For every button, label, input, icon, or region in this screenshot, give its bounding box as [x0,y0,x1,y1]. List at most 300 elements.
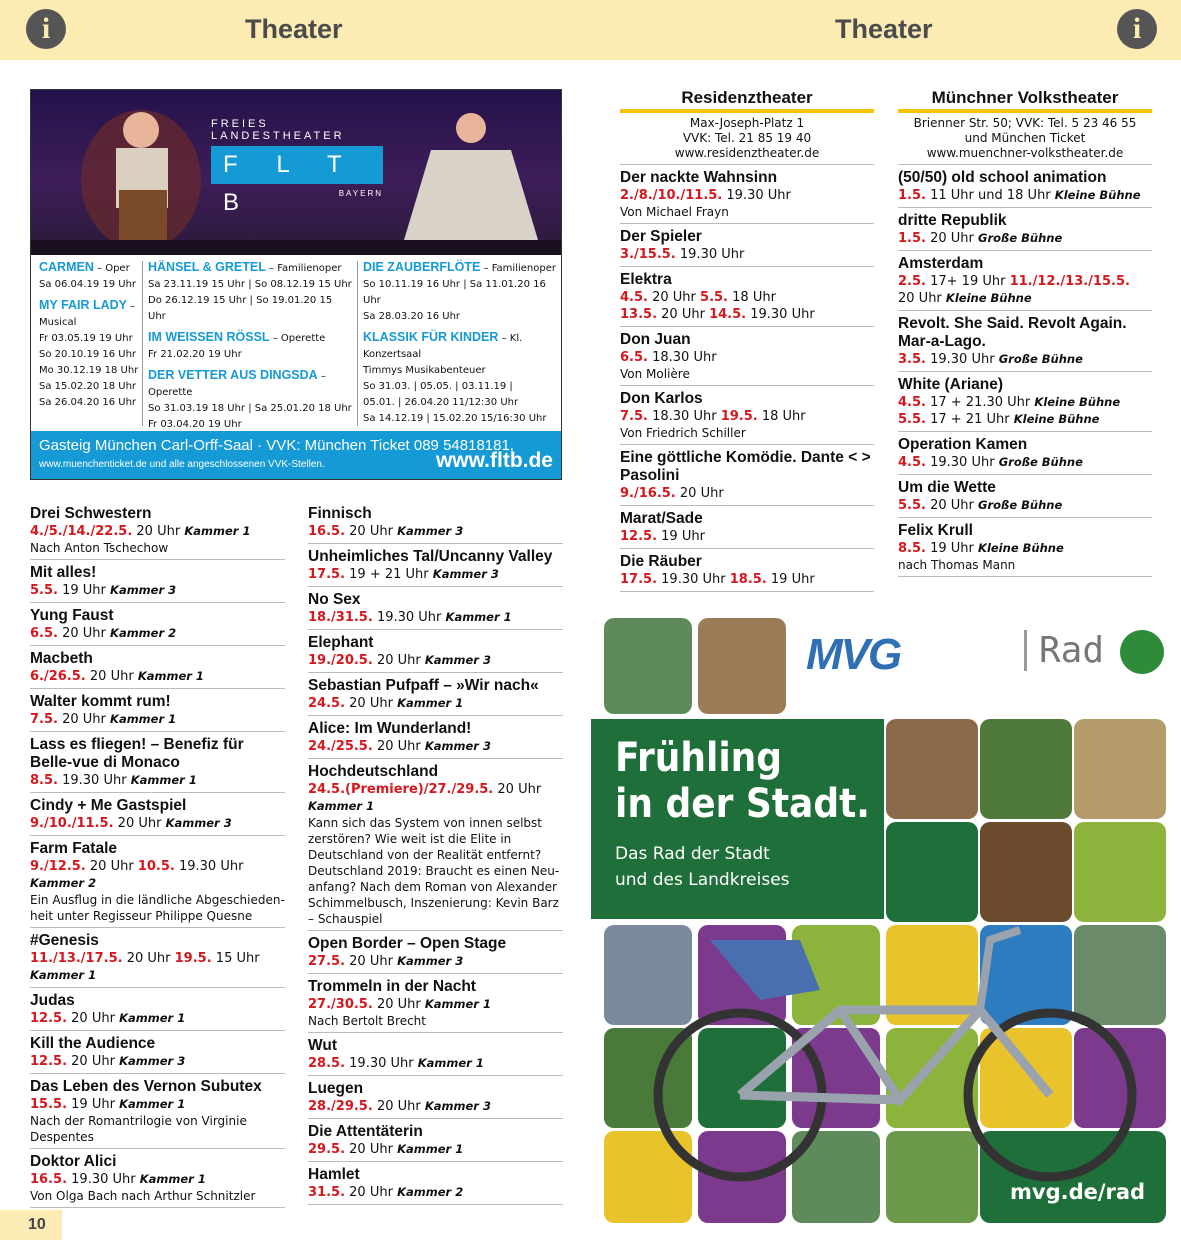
event-listing [308,1080,563,1119]
event-dates: 15.5. [30,1097,68,1112]
photo-tile [886,719,978,819]
divider [30,792,285,793]
divider [308,1204,563,1205]
event-dates: 12.5. [30,1054,68,1069]
event-time: 20 Uhr [136,524,181,539]
event-listing [898,169,1152,208]
event-title: Open Border – Open Stage [308,935,507,952]
event-schedule [898,497,1152,514]
event-title: Farm Fatale [30,840,118,857]
event-venue: Kammer 2 [110,626,177,640]
divider [308,629,563,630]
stage-photo [31,90,561,255]
event-time: 19 Uhr [661,529,705,544]
event-dates: 16.5. [30,1172,68,1187]
event-listing [308,1123,563,1162]
event-title: Drei Schwestern [30,505,152,522]
event-title: Eine göttliche Komödie. Dante < > Pasolini [620,449,871,484]
photo-tile [698,618,786,714]
event-time: 20 Uhr [661,307,705,322]
info-logo-icon: i [1117,9,1157,49]
event-dates: 4.5. [620,290,648,305]
event-title: Felix Krull [898,522,973,539]
event-dates: 8.5. [898,541,926,556]
event-listing [620,331,874,386]
volkstheater-section [898,88,1152,581]
event-description: Kann sich das System von innen selbst zerstören? Wie weit ist die Elite in Deutschland von der Realität entfernt? Deutschland 2019: Braucht es einen Neu-anfang? Nach dem Roman von Alexander Schimmelbusch, Inszenierung: Kevin Barz – Schauspiel [308,816,560,926]
divider [898,250,1152,251]
event-listing [620,449,874,506]
event-title: Die Attentäterin [308,1123,423,1140]
event-venue: Kammer 1 [184,524,251,538]
event-schedule [308,523,563,540]
event-time: 18 Uhr [761,409,806,424]
divider [30,1030,285,1031]
event-title: Macbeth [30,650,93,667]
event-dates: 17.5. [620,572,658,587]
event-listing [30,1078,285,1149]
event-venue: Kammer 1 [417,1056,484,1070]
event-schedule [620,289,874,323]
divider [308,715,563,716]
show-date-line: So 10.11.19 16 Uhr | Sa 11.01.20 16 Uhr [363,279,546,306]
show-date-line: Do 26.12.19 15 Uhr | So 19.01.20 15 Uhr [148,295,333,322]
show-genre: – Operette [269,333,326,344]
event-venue: Große Bühne [998,455,1083,469]
event-schedule [898,230,1152,247]
event-time: 20 Uhr [349,954,393,969]
event-listing [898,255,1152,311]
event-venue: Kammer 3 [119,1054,186,1068]
event-dates: 3.5. [898,352,926,367]
event-venue: Kammer 3 [432,567,499,581]
volks-title: Münchner Volkstheater [898,88,1152,113]
event-schedule [30,1053,285,1070]
event-listing [30,505,285,560]
event-dates: 17.5. [308,567,346,582]
event-schedule [308,781,563,815]
event-listing [898,479,1152,518]
event-schedule [30,1171,285,1188]
event-time: 19.30 Uhr [930,352,995,367]
show-date-line: So 31.03.19 18 Uhr | Sa 25.01.20 18 Uhr [148,403,352,414]
divider [308,1075,563,1076]
event-schedule [898,394,1152,428]
divider [30,559,285,560]
event-schedule [30,772,285,789]
event-title: No Sex [308,591,361,608]
divider [308,543,563,544]
event-dates: 5.5. [898,412,926,427]
event-venue: Kammer 1 [445,610,512,624]
program-grid [31,257,561,429]
page-header [0,0,1181,60]
event-time: 17 + 21 Uhr [930,412,1010,427]
event-venue: Kammer 3 [424,739,491,753]
divider [308,973,563,974]
event-dates: 1.5. [898,231,926,246]
show-date-line: Sa 06.04.19 19 Uhr [39,279,137,290]
event-schedule [30,582,285,599]
event-schedule [30,815,285,832]
event-time: 19.30 Uhr [679,247,745,262]
event-time: 20 Uhr [349,696,393,711]
event-schedule [30,711,285,728]
event-venue: Kammer 1 [30,968,97,982]
show-date-line: So 31.03. | 05.05. | 03.11.19 | [363,381,513,392]
event-venue: Kammer 1 [397,1142,464,1156]
show-title: IM WEISSEN RÖSSL [148,330,270,344]
show-genre: – Oper [93,263,130,274]
event-title: Finnisch [308,505,372,522]
event-venue: Große Bühne [978,498,1063,512]
event-listing [30,932,285,988]
event-dates: 19.5. [720,409,758,424]
event-dates: 2./8./10./11.5. [620,188,723,203]
event-venue: Kammer 3 [424,1099,491,1113]
event-description: Nach Bertolt Brecht [308,1014,426,1028]
event-schedule [30,858,285,892]
flt-brand: FREIES LANDESTHEATER F L T B BAYERN [211,118,383,216]
event-venue: Kammer 2 [30,876,97,890]
event-time: 19.30 Uhr [750,307,815,322]
event-time: 17 + 21.30 Uhr [930,395,1031,410]
event-schedule [308,609,563,626]
event-dates: 31.5. [308,1185,346,1200]
event-dates: 2.5. [898,274,926,289]
right-header-title: Theater [835,14,933,44]
event-time: 19.30 Uhr [349,1056,414,1071]
event-dates: 29.5. [308,1142,346,1157]
bike-logo-icon [1120,630,1164,674]
divider [898,207,1152,208]
event-listing [898,212,1152,251]
venue-info: Gasteig München Carl-Orff-Saal · VVK: München Ticket 089 54818181, [39,437,514,454]
event-title: Unheimliches Tal/Uncanny Valley [308,548,553,565]
event-venue: Kammer 1 [110,712,177,726]
event-description: Ein Ausflug in die ländliche Abgeschieden-heit unter Regisseur Philippe Quesne [30,893,285,923]
event-time: 11 Uhr und 18 Uhr [930,188,1051,203]
event-time: 20 Uhr [89,859,134,874]
event-schedule [30,950,285,984]
event-description: Von Olga Bach nach Arthur Schnitzler [30,1189,256,1203]
event-listing [308,634,563,673]
divider [30,987,285,988]
event-schedule [620,349,874,366]
event-dates: 8.5. [30,773,58,788]
event-listing [30,650,285,689]
info-logo-icon: i [26,9,66,49]
event-dates: 7.5. [30,712,58,727]
event-listing [308,978,563,1033]
event-title: (50/50) old school animation [898,169,1107,186]
event-dates: 27.5. [308,954,346,969]
event-venue: Kammer 1 [424,997,491,1011]
divider [30,1207,285,1208]
show-date-line: So 20.10.19 16 Uhr [39,349,137,360]
event-listing [30,1153,285,1208]
event-title: #Genesis [30,932,99,949]
divider [30,688,285,689]
divider [30,731,285,732]
event-time: 19.30 Uhr [178,859,244,874]
divider [308,672,563,673]
event-title: Cindy + Me Gastspiel [30,797,187,814]
event-description: Nach der Romantrilogie von Virginie Despentes [30,1114,247,1144]
show-title: DIE ZAUBERFLÖTE [363,260,481,274]
event-time: 20 Uhr [898,291,942,306]
event-title: Um die Wette [898,479,996,496]
event-title: Elektra [620,271,672,288]
event-dates: 12.5. [30,1011,68,1026]
event-listing [620,169,874,224]
event-title: dritte Republik [898,212,1007,229]
show-heading [148,259,353,277]
event-schedule [898,454,1152,471]
event-dates: 6.5. [30,626,58,641]
event-time: 19.30 Uhr [930,455,995,470]
event-schedule [308,695,563,712]
event-title: Don Karlos [620,390,703,407]
event-listing [620,271,874,327]
event-dates: 19.5. [174,951,212,966]
event-time: 20 Uhr [71,1011,115,1026]
event-description: Nach Anton Tschechow [30,541,169,555]
divider [30,1148,285,1149]
show-date-line: Fr 03.04.20 19 Uhr [148,419,242,430]
event-dates: 9./10./11.5. [30,816,114,831]
event-title: Der nackte Wahnsinn [620,169,778,186]
event-dates: 7.5. [620,409,648,424]
event-dates: 5.5. [30,583,58,598]
event-time: 18.30 Uhr [652,350,717,365]
event-listing [308,677,563,716]
bicycle-image [650,900,1150,1200]
event-time: 19 Uhr [930,541,974,556]
event-listing [30,797,285,836]
event-time: 20 Uhr [930,498,974,513]
event-venue: Kleine Bühne [1034,395,1121,409]
event-listing [30,840,285,928]
show-date-line: Sa 14.12.19 | 15.02.20 15/16:30 Uhr [363,413,547,424]
event-venue: Kleine Bühne [978,541,1064,555]
event-listing [30,736,285,793]
show-heading [148,329,353,347]
divider [898,371,1152,372]
event-schedule [308,1098,563,1115]
divider [620,505,874,506]
event-title: Don Juan [620,331,691,348]
event-listing [30,564,285,603]
event-time: 19.30 Uhr [71,1172,136,1187]
show-genre: – Operette [148,371,326,398]
divider [30,602,285,603]
event-title: Die Räuber [620,553,702,570]
event-title: Hamlet [308,1166,360,1183]
event-title: Luegen [308,1080,364,1097]
event-venue: Kammer 3 [110,583,177,597]
event-time: 20 Uhr [376,653,421,668]
event-schedule [308,566,563,583]
event-time: 19 + 21 Uhr [349,567,429,582]
divider [898,576,1152,577]
show-genre: – Familienoper [480,263,556,274]
event-title: Lass es fliegen! – Benefiz für Belle-vue di Monaco [30,736,244,771]
divider [898,474,1152,475]
event-listing [30,1035,285,1074]
subline-1: Das Rad der Stadt [615,844,770,864]
event-title: Der Spieler [620,228,702,245]
event-title: Hochdeutschland [308,763,439,780]
show-heading [148,367,353,401]
event-schedule [620,187,874,204]
event-time: 18 Uhr [732,290,776,305]
photo-tile [604,618,692,714]
volks-address: Brienner Str. 50; VVK: Tel. 5 23 46 55 und München Ticket www.muenchner-volkstheater.de [898,116,1152,165]
page-number: 10 [0,1210,62,1240]
event-title: Kill the Audience [30,1035,156,1052]
show-heading [363,329,558,363]
event-time: 19.30 Uhr [726,188,791,203]
event-description: Von Friedrich Schiller [620,426,746,440]
event-schedule [898,273,1152,307]
event-time: 19 Uhr [71,1097,115,1112]
divider [30,645,285,646]
event-title: Yung Faust [30,607,114,624]
event-schedule [308,1184,563,1201]
event-venue: Große Bühne [978,231,1063,245]
event-dates: 5.5. [700,290,728,305]
ticket-info: www.muenchenticket.de und alle angeschlossenen VVK-Stellen. [39,459,325,470]
rad-logo: Rad [1024,630,1104,671]
event-dates: 6./26.5. [30,669,86,684]
event-time: 20 Uhr [679,486,724,501]
divider [30,1073,285,1074]
event-schedule [898,540,1152,557]
event-schedule [620,408,874,425]
event-time: 20 Uhr [71,1054,115,1069]
event-dates: 28./29.5. [308,1099,373,1114]
fltb-footer [31,431,561,479]
event-description: Von Molière [620,367,690,381]
event-dates: 11./12./13./15.5. [1009,274,1130,289]
show-date-line: Sa 15.02.20 18 Uhr [39,381,137,392]
event-venue: Kammer 1 [119,1097,186,1111]
show-genre: – Familienoper [265,263,342,274]
photo-tile [1074,719,1166,819]
event-listing [30,693,285,732]
residenz-title: Residenztheater [620,88,874,113]
event-dates: 24.5.(Premiere)/27./29.5. [308,782,494,797]
event-venue: Kleine Bühne [1054,188,1141,202]
event-title: Sebastian Pufpaff – »Wir nach« [308,677,539,694]
event-time: 20 Uhr [376,739,421,754]
event-schedule [308,996,563,1013]
event-title: Wut [308,1037,337,1054]
headline-1: Frühling [615,735,783,781]
divider [620,326,874,327]
event-venue: Kleine Bühne [1013,412,1100,426]
event-dates: 4.5. [898,395,926,410]
event-time: 20 Uhr [349,1185,393,1200]
event-listing [620,390,874,445]
event-time: 20 Uhr [89,669,134,684]
mvg-rad-advertisement[interactable] [590,600,1181,1240]
event-time: 20 Uhr [497,782,542,797]
photo-tile [980,719,1072,819]
divider [620,223,874,224]
event-title: Doktor Alici [30,1153,117,1170]
event-venue: Kammer 3 [424,653,491,667]
event-venue: Kammer 1 [130,773,197,787]
event-listing [308,720,563,759]
event-venue: Kammer 3 [397,524,464,538]
event-title: Revolt. She Said. Revolt Again. Mar-a-Lago. [898,315,1127,350]
event-venue: Kammer 2 [397,1185,464,1199]
event-venue: Kammer 3 [165,816,232,830]
event-schedule [30,1096,285,1113]
show-title: DER VETTER AUS DINGSDA [148,368,318,382]
event-listing [620,510,874,549]
event-dates: 4.5. [898,455,926,470]
event-listing [308,548,563,587]
event-time: 17+ 19 Uhr [930,274,1006,289]
event-time: 19.30 Uhr [376,610,442,625]
event-schedule [620,246,874,263]
event-listing [30,607,285,646]
divider [620,591,874,592]
event-venue: Kammer 1 [397,696,464,710]
mvg-url[interactable]: mvg.de/rad [1010,1180,1146,1204]
show-genre: – Kl. Konzertsaal [363,333,523,360]
event-listing [898,376,1152,432]
show-date-line: Fr 21.02.20 19 Uhr [148,349,242,360]
event-dates: 12.5. [620,529,658,544]
event-venue: Kammer 1 [139,1172,206,1186]
divider [620,548,874,549]
event-dates: 1.5. [898,188,926,203]
event-dates: 19./20.5. [308,653,373,668]
event-dates: 28.5. [308,1056,346,1071]
event-title: White (Ariane) [898,376,1004,393]
event-listing [898,315,1152,372]
event-title: Mit alles! [30,564,97,581]
event-time: 20 Uhr [62,626,106,641]
fltb-advertisement[interactable] [30,89,562,480]
event-schedule [30,523,285,540]
fltb-url[interactable]: www.fltb.de [435,449,553,472]
event-time: 20 Uhr [376,1099,421,1114]
event-time: 19 Uhr [770,572,815,587]
event-venue: Kammer 1 [308,799,375,813]
event-schedule [620,528,874,545]
divider [30,835,285,836]
divider [620,266,874,267]
divider [30,927,285,928]
event-schedule [620,485,874,502]
event-schedule [30,668,285,685]
event-schedule [308,1055,563,1072]
residenz-address: Max-Joseph-Platz 1 VVK: Tel. 21 85 19 40 www.residenztheater.de [620,116,874,165]
mvg-logo: MVG [806,630,901,679]
event-listing [898,522,1152,577]
event-time: 20 Uhr [62,712,106,727]
show-title: HÄNSEL & GRETEL [148,260,266,274]
event-title: Operation Kamen [898,436,1028,453]
event-dates: 3./15.5. [620,247,676,262]
event-dates: 9./16.5. [620,486,676,501]
event-schedule [308,1141,563,1158]
